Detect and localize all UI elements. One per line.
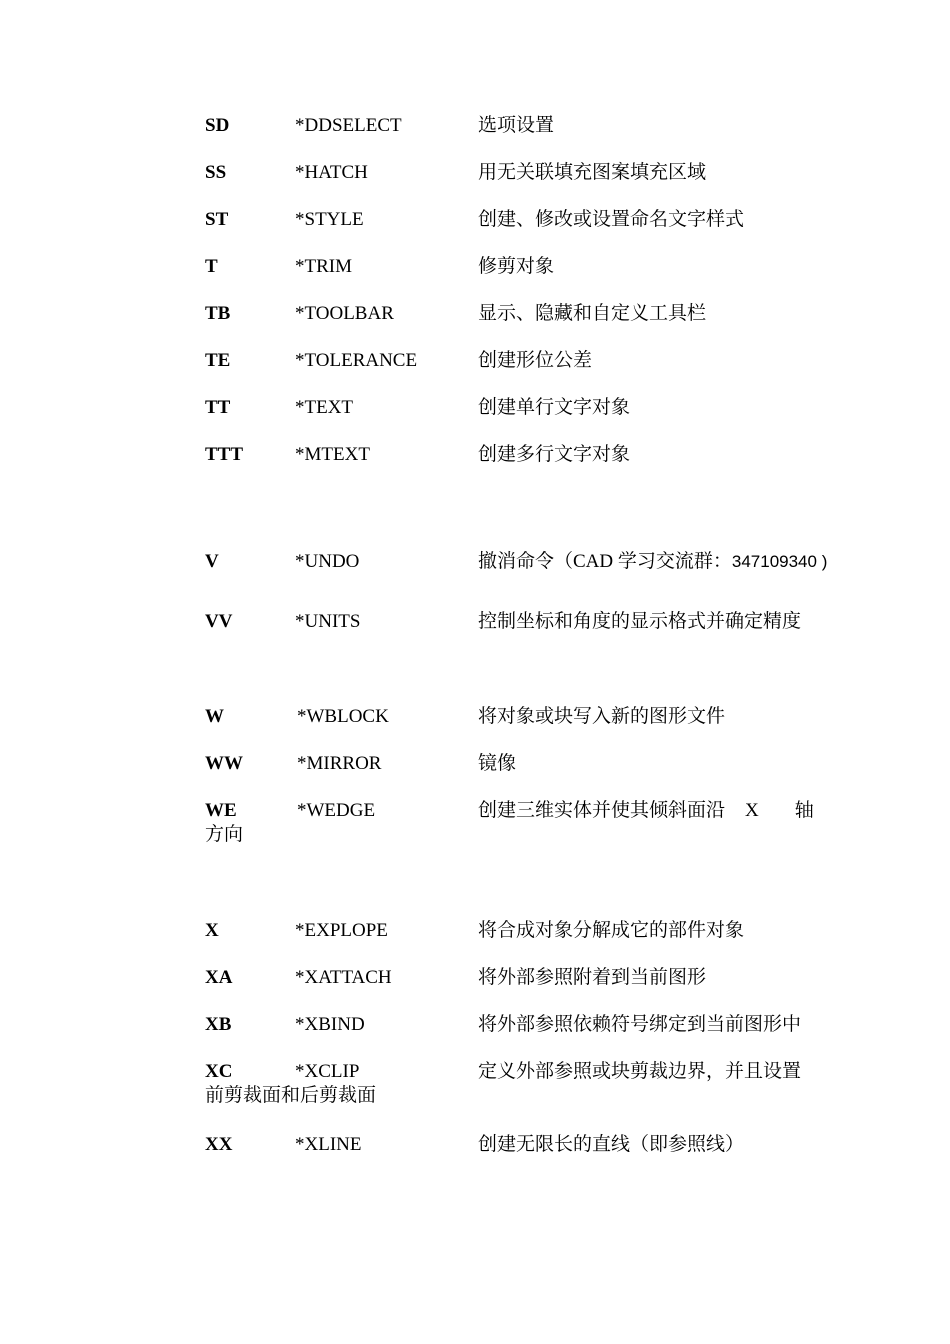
command-name: *UNDO	[295, 551, 360, 572]
command-alias: TB	[205, 303, 231, 324]
command-description	[478, 799, 814, 823]
command-name: *EXPLOPE	[295, 920, 388, 941]
command-alias: ST	[205, 209, 229, 230]
command-name: *TOOLBAR	[295, 303, 394, 324]
group-number: 347109340 )	[731, 552, 828, 571]
command-description: 创建单行文字对象	[478, 397, 631, 418]
command-name: *HATCH	[295, 162, 368, 183]
command-alias: TT	[205, 397, 231, 418]
command-alias: XX	[205, 1134, 233, 1155]
command-alias: SS	[205, 162, 227, 183]
command-name: *STYLE	[295, 209, 364, 230]
command-description: 创建多行文字对象	[478, 444, 631, 465]
command-name: *XBIND	[295, 1014, 365, 1035]
command-alias: XC	[205, 1061, 233, 1082]
command-name: *WEDGE	[297, 800, 376, 821]
command-description: 创建无限长的直线（即参照线）	[478, 1134, 745, 1155]
axis-letter: X	[745, 800, 759, 821]
command-description: 显示、隐藏和自定义工具栏	[478, 303, 707, 324]
description-text: 创建三维实体并使其倾斜面沿	[478, 800, 726, 821]
command-alias: SD	[205, 115, 230, 136]
command-description: 用无关联填充图案填充区域	[478, 162, 707, 183]
command-name: *WBLOCK	[297, 706, 389, 727]
description-continuation: 前剪裁面和后剪裁面	[205, 1085, 377, 1106]
description-text: 撤消命令（CAD 学习交流群：	[478, 551, 732, 572]
command-name: *DDSELECT	[295, 115, 402, 136]
command-alias: W	[205, 706, 224, 727]
command-name: *MTEXT	[295, 444, 370, 465]
command-description: 创建、修改或设置命名文字样式	[478, 209, 745, 230]
command-alias: WW	[205, 753, 243, 774]
command-alias: TTT	[205, 444, 244, 465]
command-description: 将外部参照附着到当前图形	[478, 967, 707, 988]
command-description: 控制坐标和角度的显示格式并确定精度	[478, 611, 802, 632]
command-name: *TOLERANCE	[295, 350, 418, 371]
command-alias: VV	[205, 611, 233, 632]
command-name: *TRIM	[295, 256, 352, 277]
command-description: 将对象或块写入新的图形文件	[478, 706, 726, 727]
command-alias: X	[205, 920, 219, 941]
command-alias: V	[205, 551, 219, 572]
command-name: *XCLIP	[295, 1061, 360, 1082]
description-continuation: 方向	[205, 824, 244, 845]
command-description: 修剪对象	[478, 256, 555, 277]
command-alias: WE	[205, 800, 237, 821]
command-alias: T	[205, 256, 218, 277]
command-name: *MIRROR	[297, 753, 382, 774]
command-description	[478, 550, 827, 574]
command-description: 将合成对象分解成它的部件对象	[478, 920, 745, 941]
command-description: 定义外部参照或块剪裁边界，并且设置	[478, 1061, 802, 1082]
command-alias: TE	[205, 350, 231, 371]
command-name: *XLINE	[295, 1134, 362, 1155]
command-description: 创建形位公差	[478, 350, 593, 371]
command-description: 选项设置	[478, 115, 555, 136]
command-description: 将外部参照依赖符号绑定到当前图形中	[478, 1014, 802, 1035]
command-name: *UNITS	[295, 611, 361, 632]
command-alias: XB	[205, 1014, 232, 1035]
command-name: *XATTACH	[295, 967, 392, 988]
description-tail: 轴	[794, 800, 814, 821]
command-description: 镜像	[478, 753, 517, 774]
command-alias: XA	[205, 967, 233, 988]
command-name: *TEXT	[295, 397, 354, 418]
